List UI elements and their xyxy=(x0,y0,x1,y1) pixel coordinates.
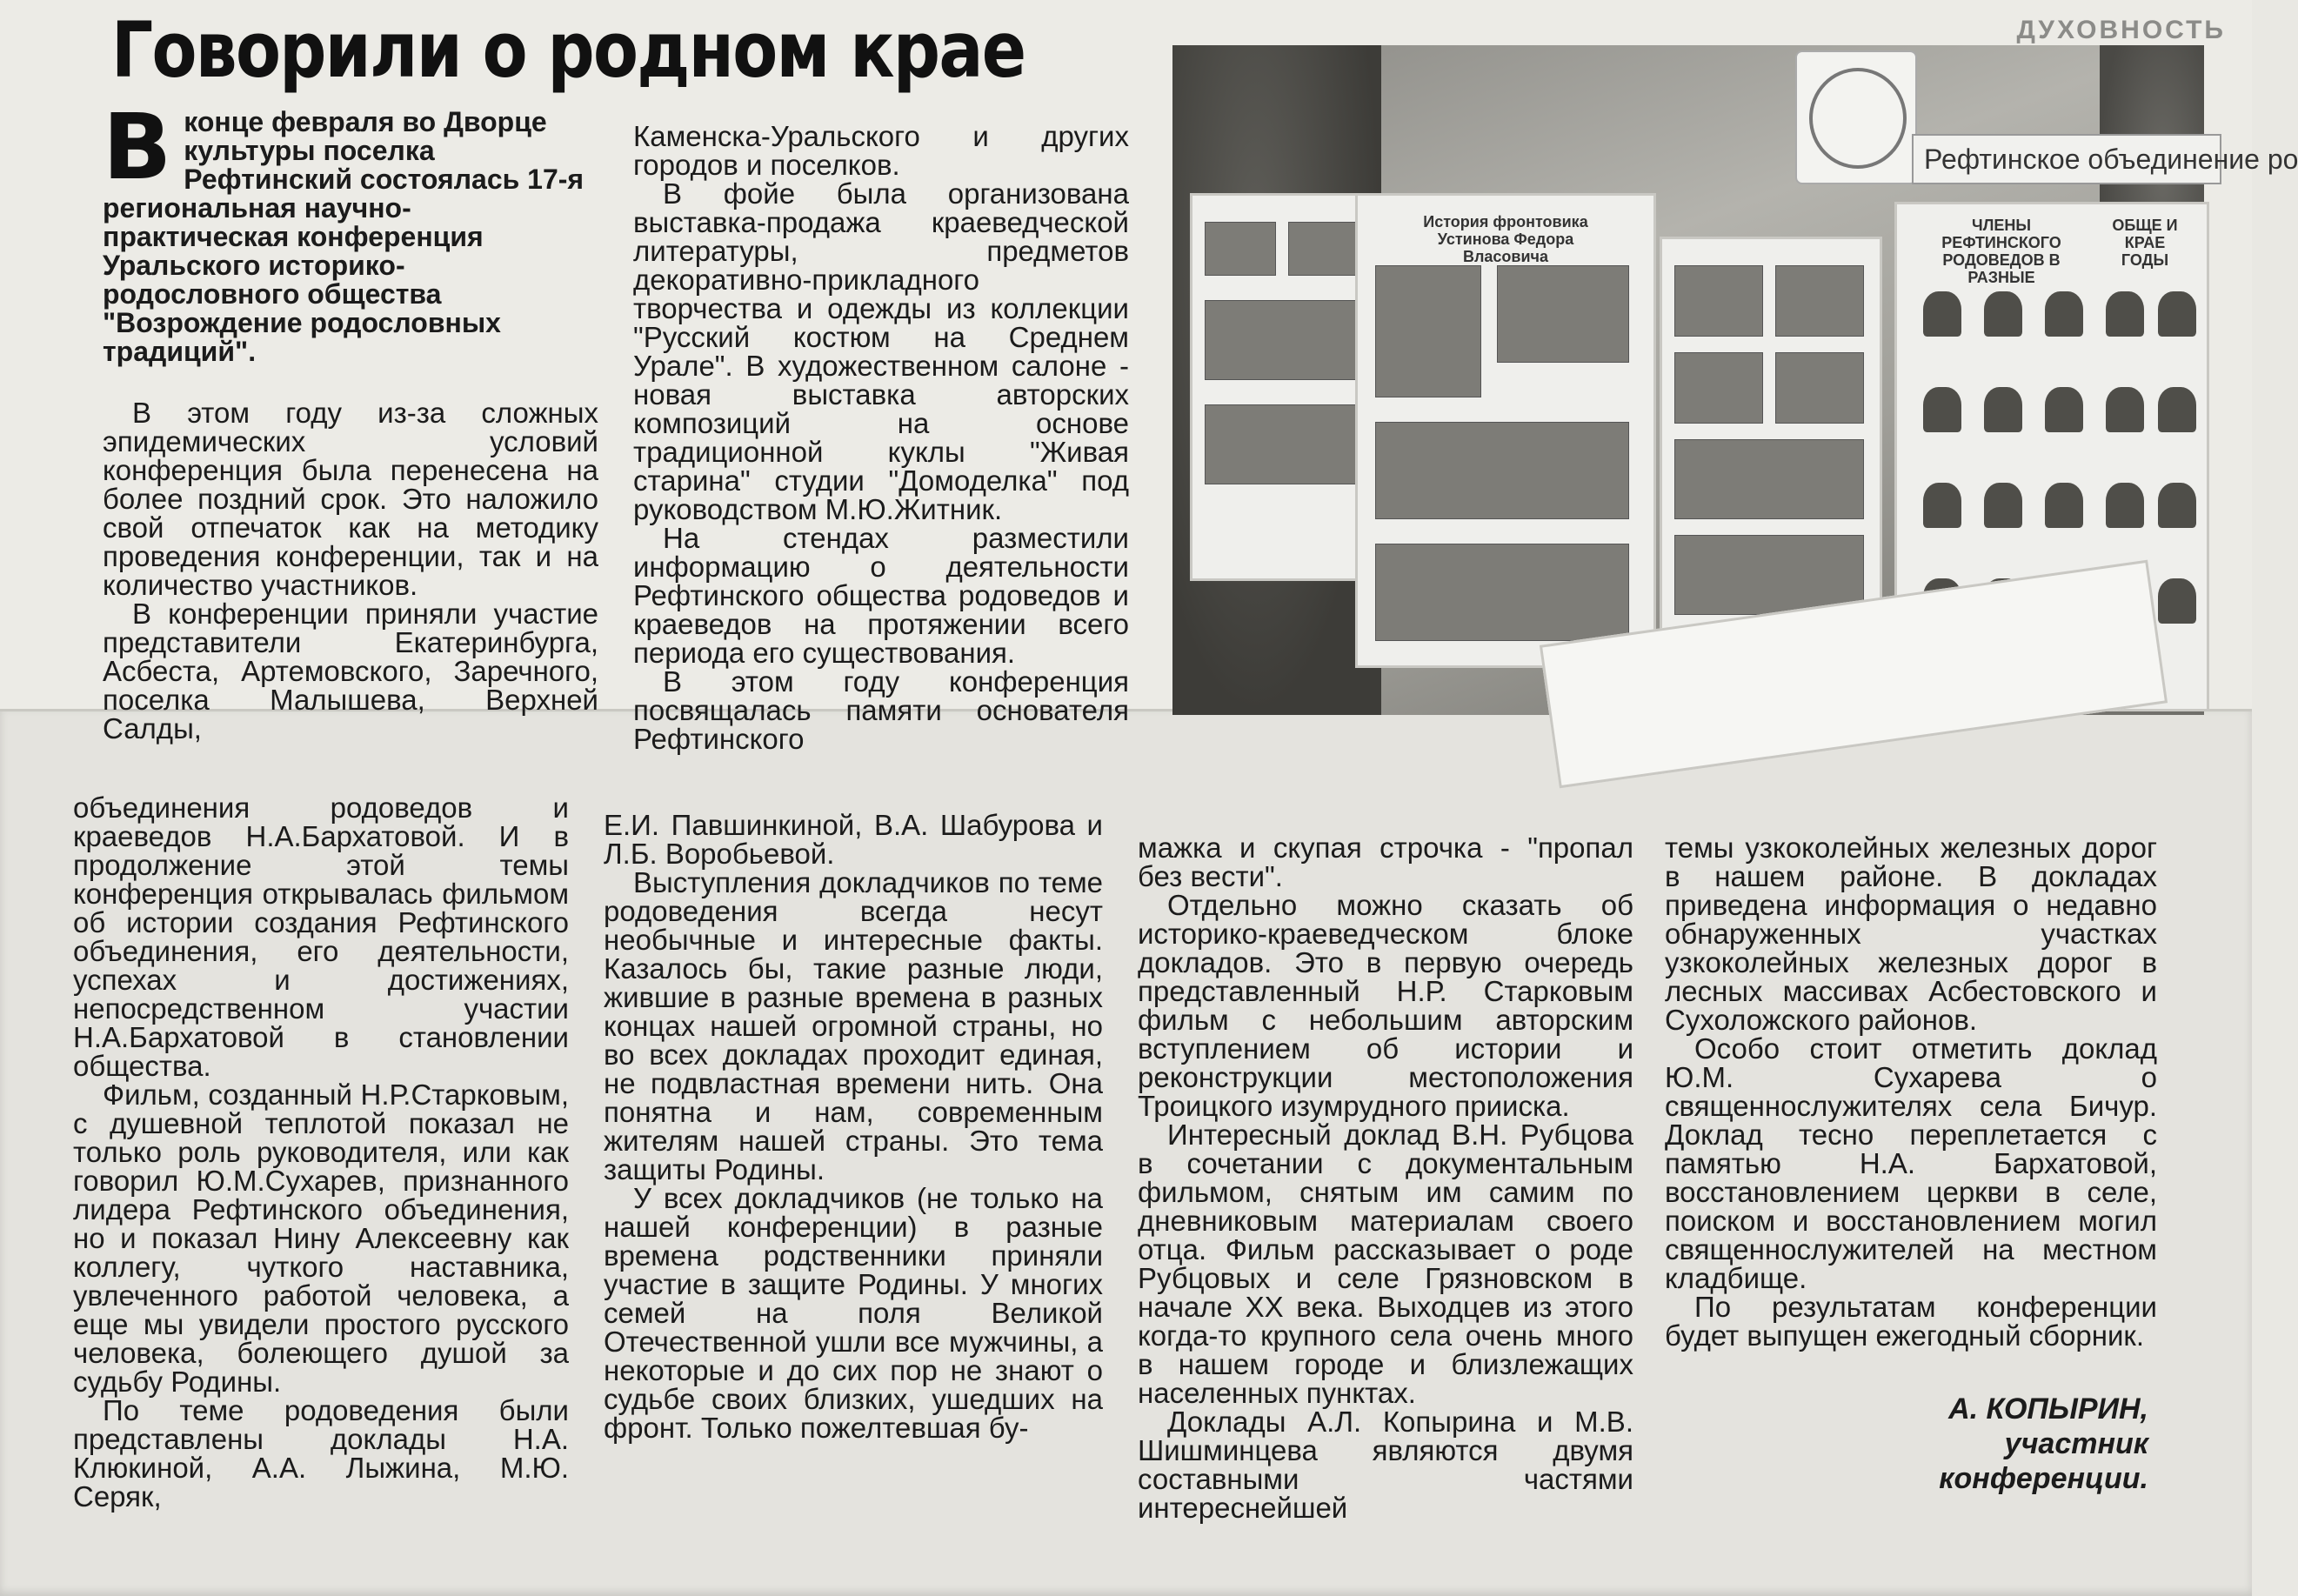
paragraph: Доклады А.Л. Копырина и М.В. Шишминцева являются двумя составными частями интереснейшей xyxy=(1138,1406,1633,1524)
photo-stand-2 xyxy=(1355,193,1656,668)
top-column-1 xyxy=(103,398,598,743)
paragraph: Каменска-Уральского и других городов и поселков. xyxy=(633,120,1129,181)
paragraph: темы узкоколейных железных дорог в нашем районе. В докладах приведена информация о недавно обнаруженных участках узкоколейных железных дорог в лесных массивах Асбестовского и Сухоложского районов. xyxy=(1665,831,2157,1036)
members-caption-2: ОБЩЕ И КРАЕ ГОДЫ xyxy=(2112,217,2178,269)
paragraph: Е.И. Павшинкиной, В.А. Шабурова и Л.Б. Воробьевой. xyxy=(604,809,1103,870)
top-column-2 xyxy=(633,122,1129,753)
paragraph: У всех докладчиков (не только на нашей конференции) в разные времена родственники приняли участие в защите Родины. У многих семей на поля Великой Отечественной ушли все мужчины, а некоторые и до сих пор не знают о судьбе своих близких, ушедших на фронт. Только пожелтевшая бу- xyxy=(604,1182,1103,1444)
photo-stand-1 xyxy=(1190,193,1378,581)
paragraph: Выступления докладчиков по теме родоведения всегда несут необычные и интересные факты. Казалось бы, такие разные люди, жившие в разные времена в разных концах нашей огромной страны, но во всех докладах проходит единая, не подвластная времени нить. Она понятна и нам, современным жителям нашей страны. Это тема защиты Родины. xyxy=(604,866,1103,1185)
members-caption: ЧЛЕНЫ РЕФТИНСКОГО РОДОВЕДОВ В РАЗНЫЕ xyxy=(1941,217,2061,286)
paragraph: На стендах разместили информацию о деятельности Рефтинского общества родоведов и краеведов на протяжении всего периода его существования. xyxy=(633,522,1129,669)
article-lead xyxy=(103,94,594,367)
author-signature xyxy=(1870,1392,2148,1496)
drop-cap: В xyxy=(103,94,172,200)
society-emblem xyxy=(1795,50,1917,184)
bottom-column-3 xyxy=(1138,833,1633,1522)
bottom-column-1 xyxy=(73,793,569,1511)
paragraph: В фойе была организована выставка-продажа краеведческой литературы, предметов декоративно-прикладного творчества и одежды из коллекции "Русский костюм на Среднем Урале". В художественном салоне - новая выставка авторских композиций на основе традиционной куклы "Живая старина" студии "Домоделка" под руководством М.Ю.Житник. xyxy=(633,177,1129,525)
paragraph: мажка и скупая строчка - "пропал без вести". xyxy=(1138,831,1633,892)
paragraph: По результатам конференции будет выпущен ежегодный сборник. xyxy=(1665,1291,2157,1352)
paragraph: В этом году из-за сложных эпидемических условий конференция была перенесена на более поздний срок. Это наложило свой отпечаток как на методику проведения конференции, так и на количество участников. xyxy=(103,397,598,601)
photo-banner: Рефтинское объединение ро xyxy=(1912,134,2221,184)
paragraph: Фильм, созданный Н.Р.Старковым, с душевной теплотой показал не только роль руководителя, или как говорил Ю.М.Сухарев, признанного лидера Рефтинского объединения, но и показал Нину Алексеевну как коллегу, чуткого наставника, увлеченного работой человека, а еще мы увидели простого русского человека, болеющего душой за судьбу Родины. xyxy=(73,1078,569,1398)
lead-text: конце февраля во Дворце культуры поселка Рефтинский состоялась 17-я региональная научно-практическая конференция Уральского историко-родословного общества "Возрождение родословных традиций". xyxy=(103,106,585,367)
author-role-1: участник xyxy=(2004,1427,2148,1460)
bottom-column-2 xyxy=(604,811,1103,1442)
paragraph: В конференции приняли участие представители Екатеринбурга, Асбеста, Артемовского, Заречного, поселка Малышева, Верхней Салды, xyxy=(103,598,598,745)
section-tag: ДУХОВНОСТЬ xyxy=(2016,16,2226,44)
paragraph: В этом году конференция посвящалась памяти основателя Рефтинского xyxy=(633,665,1129,755)
paragraph: Особо стоит отметить доклад Ю.М. Сухарева о священнослужителях села Бичур. Доклад тесно переплетается с памятью Н.А. Бархатовой, восстановлением церкви в селе, поиском и восстановлением могил священнослужителей на местном кладбище. xyxy=(1665,1032,2157,1294)
author-role-2: конференции. xyxy=(1939,1462,2148,1495)
article-headline: Говорили о родном крае xyxy=(111,5,1025,95)
author-name: А. КОПЫРИН, xyxy=(1948,1392,2148,1426)
paragraph: По теме родоведения были представлены доклады Н.А. Клюкиной, А.А. Лыжина, М.Ю. Серяк, xyxy=(73,1394,569,1513)
paragraph: Интересный доклад В.Н. Рубцова в сочетании с документальным фильмом, снятым им самим по дневниковым материалам своего отца. Фильм рассказывает о роде Рубцовых и селе Грязновском в начале XX века. Выходцев из этого когда-то крупного села очень много в нашем городе и близлежащих населенных пунктах. xyxy=(1138,1119,1633,1409)
paragraph: объединения родоведов и краеведов Н.А.Бархатовой. И в продолжение этой темы конференция открывалась фильмом об истории создания Рефтинского объединения, его деятельности, успехах и достижениях, непосредственном участии Н.А.Бархатовой в становлении общества. xyxy=(73,791,569,1082)
stand-title: История фронтовика Устинова Федора Власовича xyxy=(1423,213,1588,265)
article-photo xyxy=(1172,45,2298,715)
paragraph: Отдельно можно сказать об историко-краеведческом блоке докладов. Это в первую очередь представленный Н.Р. Старковым фильм с небольшим авторским вступлением об истории и реконструкции местоположения Троицкого изумрудного прииска. xyxy=(1138,889,1633,1122)
bottom-column-4 xyxy=(1665,833,2157,1350)
